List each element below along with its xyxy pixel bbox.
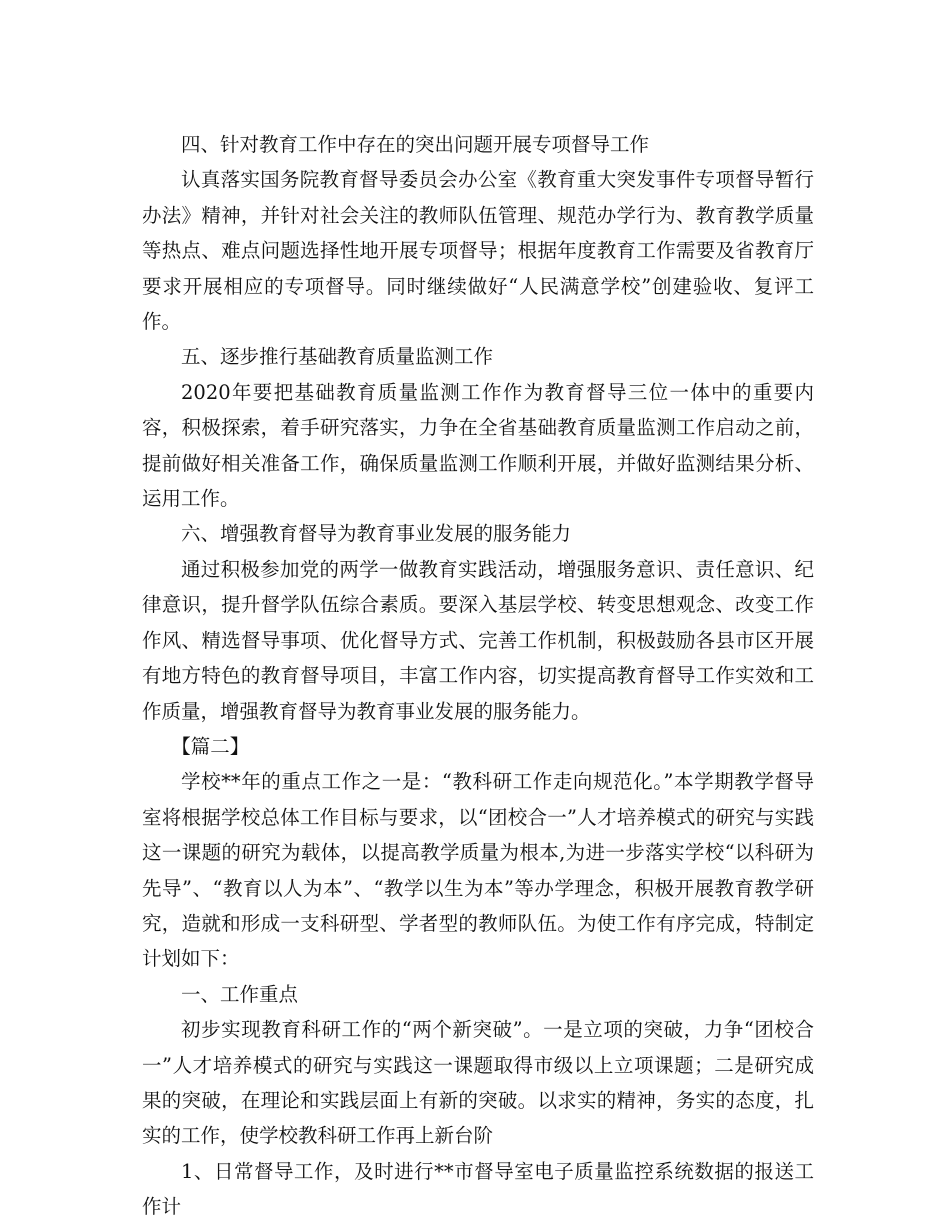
section-heading-6: 六、增强教育督导为教育事业发展的服务能力 — [181, 522, 572, 546]
document-body — [142, 127, 814, 1225]
paragraph: 1、日常督导工作，及时进行**市督导室电子质量监控系统数据的报送工作计 — [142, 1159, 814, 1219]
paragraph: 通过积极参加党的两学一做教育实践活动，增强服务意识、责任意识、纪律意识，提升督学队伍综合素质。要深入基层学校、转变思想观念、改变工作作风、精选督导事项、优化督导方式、完善工作机制，积极鼓励各县市区开展有地方特色的教育督导项目，丰富工作内容，切实提高教育督导工作实效和工作质量，增强教育督导为教育事业发展的服务能力。 — [142, 557, 814, 723]
section-heading-1: 一、工作重点 — [181, 982, 299, 1006]
section-heading-5: 五、逐步推行基础教育质量监测工作 — [181, 345, 494, 369]
part-two-marker: 【篇二】 — [171, 734, 250, 758]
paragraph: 初步实现教育科研工作的“两个新突破”。一是立项的突破，力争“团校合一”人才培养模式的研究与实践这一课题取得市级以上立项课题；二是研究成果的突破，在理论和实践层面上有新的突破。以求实的精神，务实的态度，扎实的工作，使学校教科研工作再上新台阶 — [142, 1018, 814, 1148]
paragraph: 学校**年的重点工作之一是：“教科研工作走向规范化。”本学期教学督导室将根据学校总体工作目标与要求，以“团校合一”人才培养模式的研究与实践这一课题的研究为载体，以提高教学质量为根本,为进一步落实学校“以科研为先导”、“教育以人为本”、“教学以生为本”等办学理念，积极开展教育教学研究，造就和形成一支科研型、学者型的教师队伍。为使工作有序完成，特制定计划如下： — [142, 770, 814, 971]
paragraph: 认真落实国务院教育督导委员会办公室《教育重大突发事件专项督导暂行办法》精神，并针对社会关注的教师队伍管理、规范办学行为、教育教学质量等热点、难点问题选择性地开展专项督导；根据年度教育工作需要及省教育厅要求开展相应的专项督导。同时继续做好“人民满意学校”创建验收、复评工作。 — [142, 168, 814, 334]
paragraph: 2020年要把基础教育质量监测工作作为教育督导三位一体中的重要内容，积极探索，着手研究落实，力争在全省基础教育质量监测工作启动之前，提前做好相关准备工作，确保质量监测工作顺利开展，并做好监测结果分析、运用工作。 — [142, 380, 814, 511]
section-heading-4: 四、针对教育工作中存在的突出问题开展专项督导工作 — [181, 133, 650, 156]
